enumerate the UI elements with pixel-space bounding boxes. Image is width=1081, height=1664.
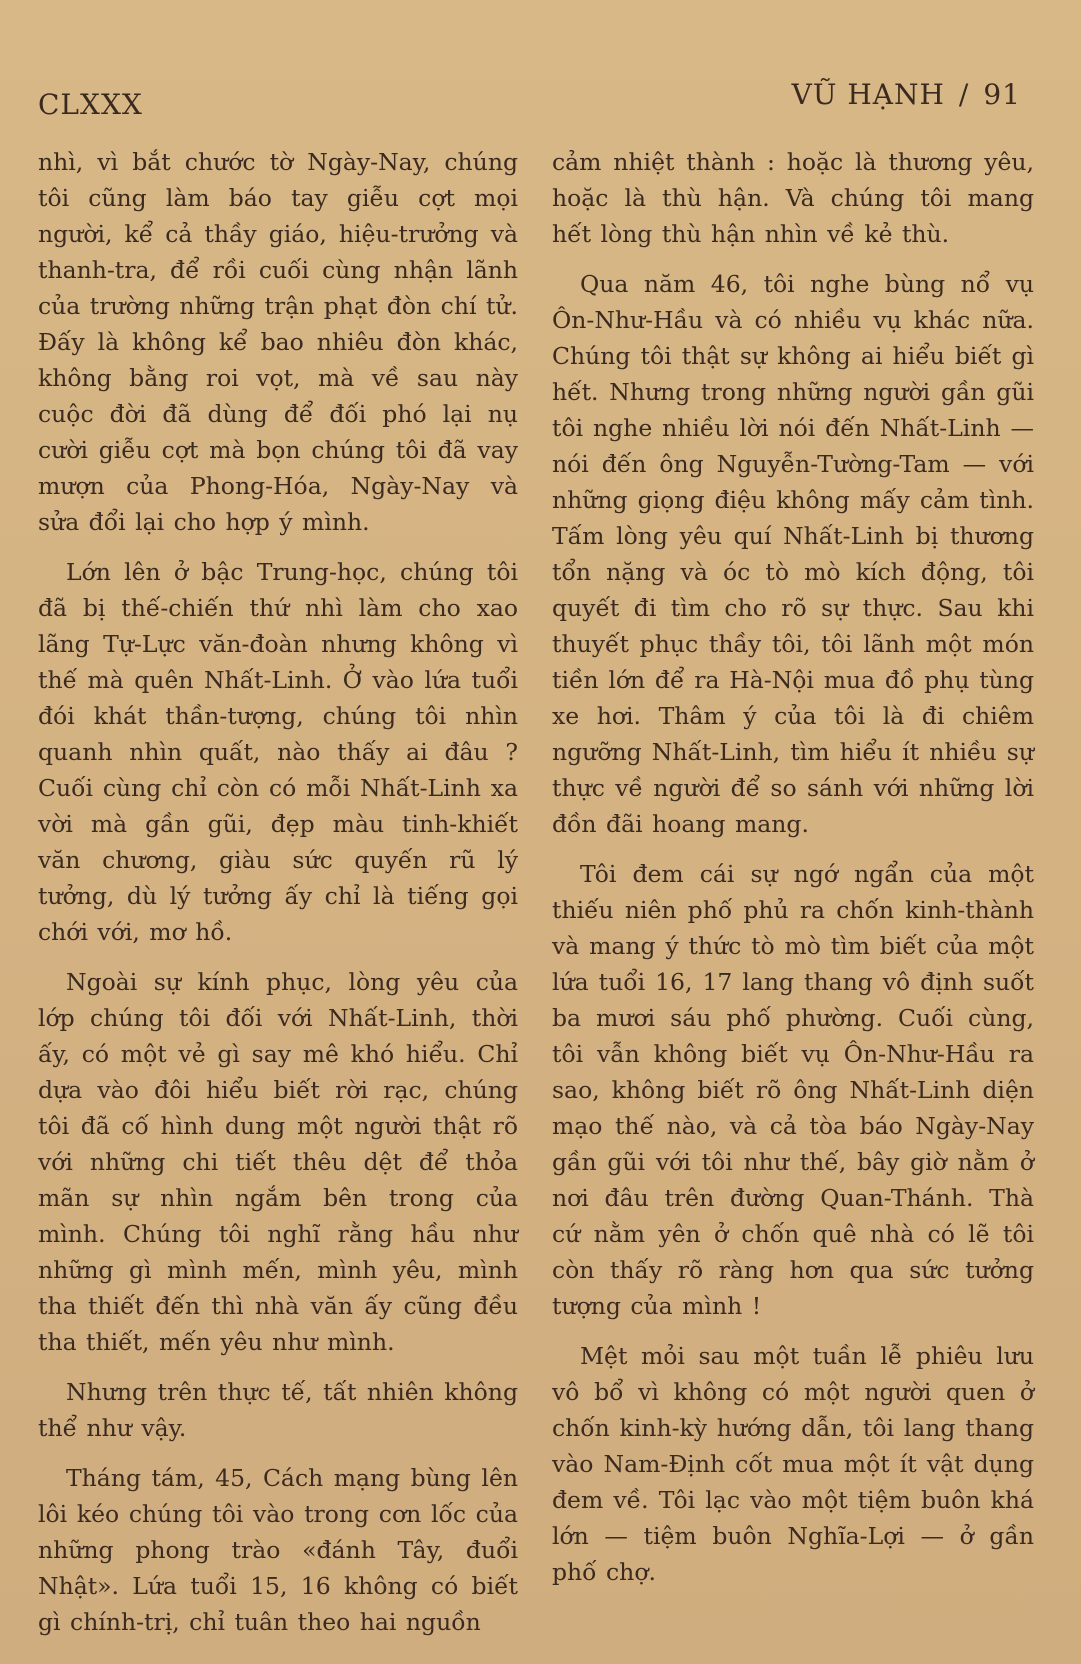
left-column: [38, 144, 518, 1640]
paragraph: Ngoài sự kính phục, lòng yêu của lớp chúng tôi đối với Nhất-Linh, thời ấy, có một vẻ gì say mê khó hiểu. Chỉ dựa vào đôi hiểu biết rời rạc, chúng tôi đã cố hình dung một người thật rõ với những chi tiết thêu dệt để thỏa mãn sự nhìn ngắm bên trong của mình. Chúng tôi nghĩ rằng hầu như những gì mình mến, mình yêu, mình tha thiết đến thì nhà văn ấy cũng đều tha thiết, mến yêu như mình.: [38, 968, 518, 1356]
right-column: [552, 144, 1034, 1590]
paragraph: nhì, vì bắt chước tờ Ngày-Nay, chúng tôi cũng làm báo tay giễu cợt mọi người, kể cả thầy giáo, hiệu-trưởng và thanh-tra, để rồi cuối cùng nhận lãnh của trường những trận phạt đòn chí tử. Đấy là không kể bao nhiêu đòn khác, không bằng roi vọt, mà về sau này cuộc đời đã dùng để đối phó lại nụ cười giễu cợt mà bọn chúng tôi đã vay mượn của Phong-Hóa, Ngày-Nay và sửa đổi lại cho hợp ý mình.: [38, 148, 518, 536]
paragraph: cảm nhiệt thành : hoặc là thương yêu, hoặc là thù hận. Và chúng tôi mang hết lòng thù hận nhìn về kẻ thù.: [552, 148, 1034, 248]
paragraph: Tôi đem cái sự ngớ ngẩn của một thiếu niên phố phủ ra chốn kinh-thành và mang ý thức tò mò tìm biết của một lứa tuổi 16, 17 lang thang vô định suốt ba mươi sáu phố phường. Cuối cùng, tôi vẫn không biết vụ Ôn-Như-Hầu ra sao, không biết rõ ông Nhất-Linh diện mạo thế nào, và cả tòa báo Ngày-Nay gần gũi với tôi như thế, bây giờ nằm ở nơi đâu trên đường Quan-Thánh. Thà cứ nằm yên ở chốn quê nhà có lẽ tôi còn thấy rõ ràng hơn qua sức tưởng tượng của mình !: [552, 860, 1034, 1320]
author-name: VŨ HẠNH: [791, 78, 945, 111]
paragraph: Lớn lên ở bậc Trung-học, chúng tôi đã bị thế-chiến thứ nhì làm cho xao lãng Tự-Lực văn-đoàn nhưng không vì thế mà quên Nhất-Linh. Ở vào lứa tuổi đói khát thần-tượng, chúng tôi nhìn quanh nhìn quất, nào thấy ai đâu ? Cuối cùng chỉ còn có mỗi Nhất-Linh xa vời mà gần gũi, đẹp màu tinh-khiết văn chương, giàu sức quyến rũ lý tưởng, dù lý tưởng ấy chỉ là tiếng gọi chới với, mơ hồ.: [38, 558, 518, 946]
paragraph: Tháng tám, 45, Cách mạng bùng lên lôi kéo chúng tôi vào trong cơn lốc của những phong trào «đánh Tây, đuổi Nhật». Lứa tuổi 15, 16 không có biết gì chính-trị, chỉ tuân theo hai nguồn: [38, 1464, 518, 1636]
header-separator: /: [958, 78, 970, 111]
paragraph: Nhưng trên thực tế, tất nhiên không thể như vậy.: [38, 1378, 518, 1442]
running-head: [792, 78, 1021, 111]
paragraph: Qua năm 46, tôi nghe bùng nổ vụ Ôn-Như-Hầu và có nhiều vụ khác nữa. Chúng tôi thật sự không ai hiểu biết gì hết. Nhưng trong những người gần gũi tôi nghe nhiều lời nói đến Nhất-Linh — nói đến ông Nguyễn-Tường-Tam — với những giọng điệu không mấy cảm tình. Tấm lòng yêu quí Nhất-Linh bị thương tổn nặng và óc tò mò kích động, tôi quyết đi tìm cho rõ sự thực. Sau khi thuyết phục thầy tôi, tôi lãnh một món tiền lớn để ra Hà-Nội mua đồ phụ tùng xe hơi. Thâm ý của tôi là đi chiêm ngưỡng Nhất-Linh, tìm hiểu ít nhiều sự thực về người để so sánh với những lời đồn đãi hoang mang.: [552, 270, 1034, 838]
page-number: 91: [983, 78, 1021, 111]
paragraph: Mệt mỏi sau một tuần lễ phiêu lưu vô bổ vì không có một người quen ở chốn kinh-kỳ hướng dẫn, tôi lang thang vào Nam-Định cốt mua một ít vật dụng đem về. Tôi lạc vào một tiệm buôn khá lớn — tiệm buôn Nghĩa-Lợi — ở gần phố chợ.: [552, 1342, 1034, 1586]
chapter-number: CLXXX: [38, 88, 143, 121]
page-header: [38, 78, 1021, 128]
